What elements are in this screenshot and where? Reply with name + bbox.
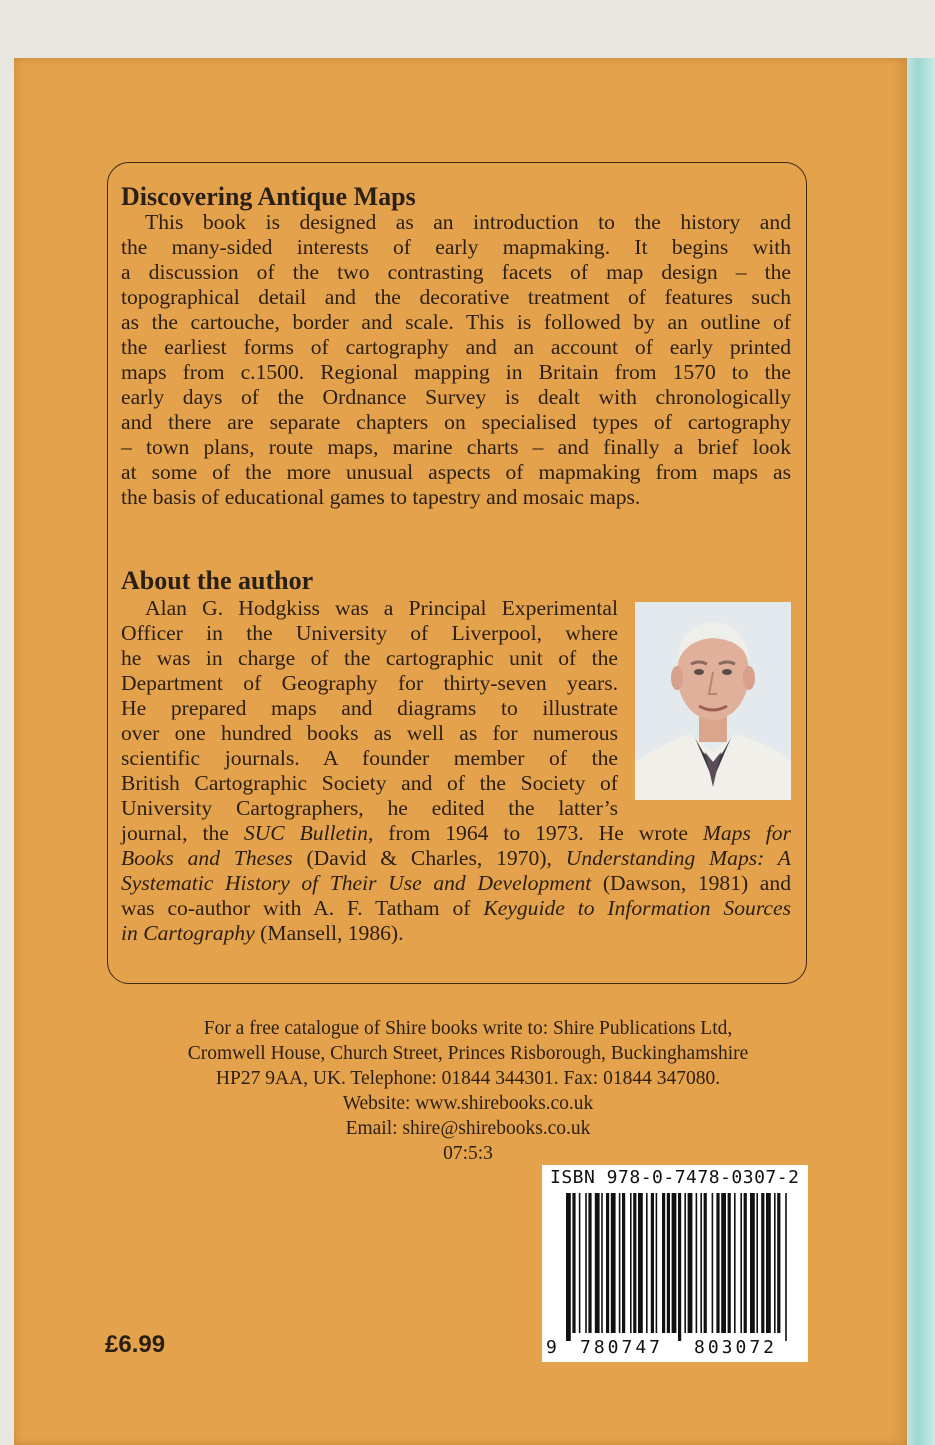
bio-line: he was in charge of the cartographic unit of the — [121, 646, 618, 670]
barcode-digit-group: 780747 — [580, 1337, 664, 1358]
description-line: maps from c.1500. Regional mapping in Britain from 1570 to the — [121, 360, 791, 384]
description-line: This book is designed as an introduction to the history and — [145, 210, 791, 234]
barcode-bar — [716, 1193, 719, 1333]
barcode-bar — [662, 1193, 665, 1333]
barcode-bar — [696, 1193, 698, 1333]
footer-line: Cromwell House, Church Street, Princes Risborough, Buckinghamshire — [187, 1043, 749, 1064]
barcode-digit-group: 803072 — [694, 1337, 778, 1358]
bio-text: was co-author with A. F. Tatham of — [121, 896, 484, 920]
barcode-bar — [638, 1193, 643, 1333]
description-line: – town plans, route maps, marine charts – and finally a brief look — [121, 435, 791, 459]
description-line: at some of the more unusual aspects of mapmaking from maps as — [121, 460, 791, 484]
book-title-italic: Systematic History of Their Use and Development — [121, 871, 592, 895]
barcode-bar — [611, 1193, 616, 1333]
bio-line: Alan G. Hodgkiss was a Principal Experimental — [145, 596, 618, 620]
barcode-bar — [684, 1193, 686, 1333]
barcode-bar — [630, 1193, 632, 1333]
bio-line — [121, 871, 791, 896]
barcode-bar — [774, 1193, 776, 1333]
barcode-bar — [678, 1193, 681, 1341]
isbn-label: ISBN 978-0-7478-0307-2 — [550, 1167, 800, 1188]
author-portrait-illustration — [635, 602, 791, 800]
bio-text: (Mansell, 1986). — [254, 921, 404, 945]
barcode-bar — [601, 1193, 603, 1333]
book-title-italic: Maps for — [702, 821, 791, 845]
bio-line: British Cartographic Society and of the Society of — [121, 771, 618, 795]
barcode-bar — [672, 1193, 677, 1333]
barcode-bar — [656, 1193, 658, 1333]
barcode-bar — [588, 1193, 591, 1333]
barcode-bar — [595, 1193, 600, 1333]
book-title-italic: in Cartography — [121, 921, 255, 945]
bio-text: (Dawson, 1981) and — [591, 871, 791, 895]
barcode-bar — [667, 1193, 670, 1333]
description-line: topographical detail and the decorative treatment of features such — [121, 285, 791, 309]
barcode-bar — [585, 1193, 587, 1333]
publisher-info — [118, 1016, 818, 1166]
barcode-bar — [785, 1193, 787, 1341]
barcode-bar — [777, 1193, 780, 1333]
barcode-bar — [756, 1193, 758, 1333]
footer-line: HP27 9AA, UK. Telephone: 01844 344301. Fax: 01844 347080. — [215, 1068, 721, 1089]
bio-line: Department of Geography for thirty-seven years. — [121, 671, 618, 695]
description-line: the earliest forms of cartography and an account of early printed — [121, 335, 791, 359]
book-title-italic: Books and Theses — [121, 846, 293, 870]
book-title-italic: Understanding Maps: A — [565, 846, 791, 870]
bio-line: scientific journals. A founder member of the — [121, 746, 618, 770]
barcode-bar — [712, 1193, 714, 1333]
isbn-barcode — [542, 1165, 808, 1362]
description-line: the basis of educational games to tapestry and mosaic maps. — [121, 485, 641, 509]
barcode-bar — [750, 1193, 755, 1333]
bio-line — [121, 846, 791, 871]
barcode-first-digit: 9 — [546, 1337, 557, 1358]
author-photo — [635, 602, 791, 800]
barcode-bar — [633, 1193, 636, 1333]
description-line: a discussion of the two contrasting facets of map design – the — [121, 260, 791, 284]
bio-line — [121, 821, 791, 846]
author-bio-wide — [121, 821, 791, 946]
barcode-bar — [606, 1193, 609, 1333]
bio-line: He prepared maps and diagrams to illustrate — [121, 696, 618, 720]
barcode-bar — [622, 1193, 625, 1333]
barcode-bar — [572, 1193, 575, 1333]
barcode-bar — [734, 1193, 736, 1333]
barcode-bar — [688, 1193, 693, 1333]
adjacent-book-spine — [907, 58, 935, 1445]
bio-line: Officer in the University of Liverpool, where — [121, 621, 618, 645]
email-text: Email: shire@shirebooks.co.uk — [345, 1118, 591, 1139]
bio-text: journal, the — [121, 821, 244, 845]
barcode-bar — [566, 1193, 571, 1341]
barcode-bar — [728, 1193, 731, 1333]
barcode-bar — [646, 1193, 648, 1333]
barcode-bar — [619, 1193, 621, 1333]
book-title-italic: Keyguide to Information Sources — [483, 896, 791, 920]
bio-text: from 1964 to 1973. He wrote — [373, 821, 703, 845]
barcode-bar — [761, 1193, 764, 1333]
barcode-bar — [740, 1193, 742, 1333]
description-line: early days of the Ordnance Survey is dealt with chronologically — [121, 385, 791, 409]
journal-title: SUC Bulletin, — [243, 821, 374, 845]
description-line: and there are separate chapters on specialised types of cartography — [121, 410, 791, 434]
about-author-heading: About the author — [121, 566, 314, 595]
bio-line — [121, 921, 791, 946]
book-title: Discovering Antique Maps — [121, 182, 416, 211]
book-description — [121, 210, 791, 510]
bio-line — [121, 896, 791, 921]
barcode-bar — [766, 1193, 771, 1333]
bio-line: over one hundred books as well as for numerous — [121, 721, 618, 745]
barcode-bar — [651, 1193, 654, 1333]
author-bio-narrow — [121, 596, 618, 821]
bio-text: (David & Charles, 1970), — [292, 846, 566, 870]
print-code: 07:5:3 — [443, 1143, 493, 1164]
footer-line: For a free catalogue of Shire books write to: Shire Publications Ltd, — [203, 1018, 733, 1039]
price-label: £6.99 — [105, 1331, 166, 1358]
barcode-bars — [542, 1193, 808, 1343]
description-line: the many-sided interests of early mapmaking. It begins with — [121, 235, 791, 259]
barcode-bar — [579, 1193, 581, 1333]
barcode-bar — [704, 1193, 707, 1333]
barcode-bar — [700, 1193, 702, 1333]
description-line: as the cartouche, border and scale. This is followed by an outline of — [121, 310, 791, 334]
bio-line: University Cartographers, he edited the latter’s — [121, 796, 618, 820]
website-text: Website: www.shirebooks.co.uk — [342, 1093, 594, 1114]
barcode-bar — [744, 1193, 747, 1333]
barcode-bar — [721, 1193, 726, 1333]
